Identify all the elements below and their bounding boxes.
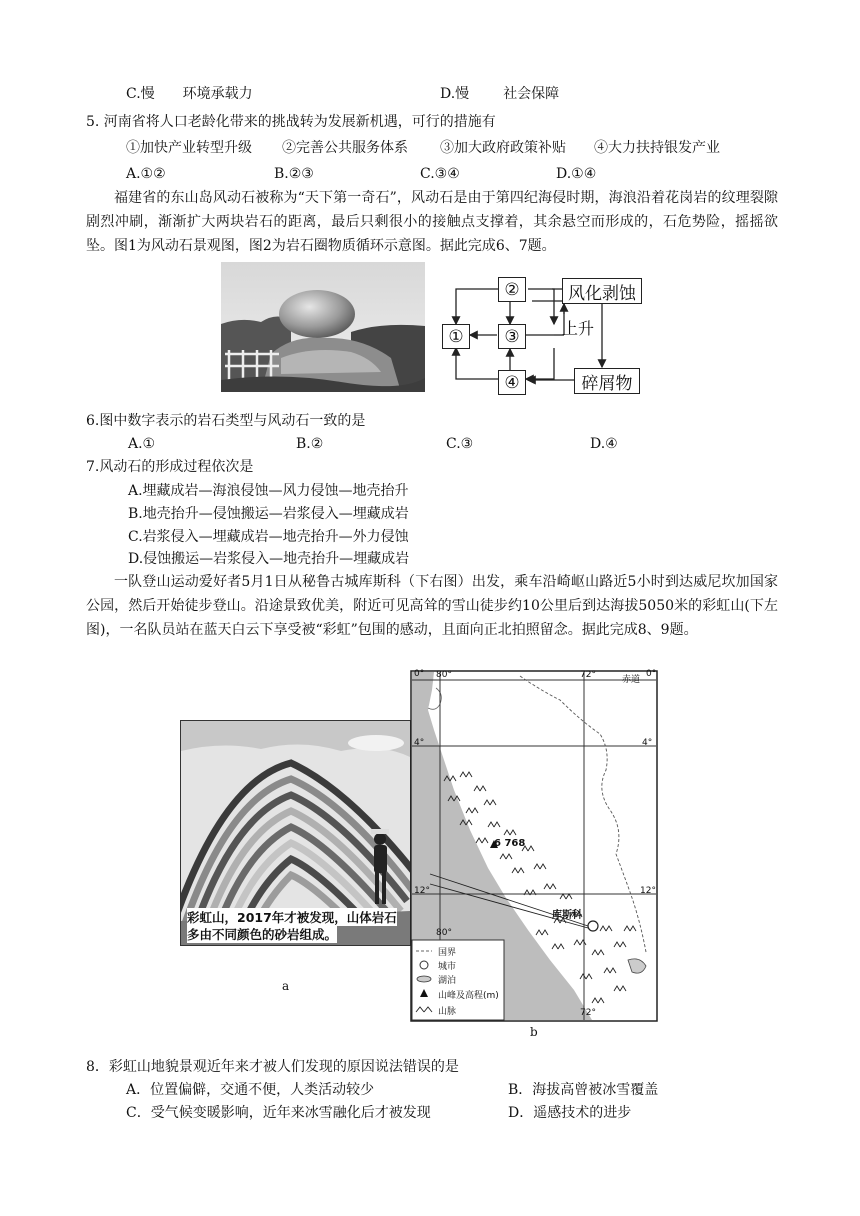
rock-node-2: ② xyxy=(498,277,526,302)
q6-option-a: A.① xyxy=(128,436,156,452)
legend-range: 山脉 xyxy=(438,1007,457,1017)
photo-label-a: a xyxy=(282,979,290,993)
mountain-range-symbol xyxy=(448,796,460,801)
q6-option-d: D.④ xyxy=(590,436,618,452)
rocking-stone-photo xyxy=(221,262,425,392)
q5-option-a: A.①② xyxy=(126,166,166,182)
mountain-range-symbol xyxy=(592,998,604,1003)
q8-option-b: B．海拔高曾被冰雪覆盖 xyxy=(508,1082,659,1098)
map-peak-label: 6 768 xyxy=(494,838,526,849)
legend-city: 城市 xyxy=(438,962,457,972)
uplift-label: 上升 xyxy=(562,319,595,338)
mountain-range-symbol xyxy=(460,820,472,825)
rainbow-mountain-photo xyxy=(180,720,411,946)
q7-option-b: B.地壳抬升—侵蚀搬运—岩浆侵入—埋藏成岩 xyxy=(128,506,409,522)
q5-item-4: ④大力扶持银发产业 xyxy=(594,140,720,156)
q8-stem: 8．彩虹山地貌景观近年来才被人们发现的原因说法错误的是 xyxy=(86,1059,459,1075)
map-lat12-right: 12° xyxy=(640,886,656,896)
mountain-range-symbol xyxy=(460,772,472,777)
legend-lake: 湖泊 xyxy=(438,976,457,986)
q8-option-a: A．位置偏僻，交通不便，人类活动较少 xyxy=(126,1082,375,1098)
passage-rainbow-mountain: 一队登山运动爱好者5月1日从秘鲁古城库斯科（下右图）出发，乘车沿崎岖山路近5小时到达威尼坎加国家公园，然后开始徒步登山。沿途景致优美，附近可见高耸的雪山徒步约10公里后到达海拔5050米的彩虹山(下左图)，一名队员站在蓝天白云下享受被“彩虹”包围的感动，且面向正北拍照留念。据此完成8、9题。 xyxy=(86,574,778,638)
q7-option-a: A.埋藏成岩—海浪侵蚀—风力侵蚀—地壳抬升 xyxy=(128,483,409,499)
mountain-range-symbol xyxy=(614,986,626,991)
mountain-range-symbol xyxy=(466,808,478,813)
q6-option-b: B.② xyxy=(296,436,324,452)
mountain-range-symbol xyxy=(536,930,548,935)
q4-option-c: C.慢 环境承载力 xyxy=(126,86,253,102)
mountain-range-symbol xyxy=(524,890,536,895)
mountain-range-symbol xyxy=(544,884,556,889)
q5-item-1: ①加快产业转型升级 xyxy=(126,140,252,156)
q5-option-c: C.③④ xyxy=(420,166,460,182)
mountain-range-symbol xyxy=(552,944,564,949)
mountain-range-symbol xyxy=(604,968,616,973)
rock-cycle-diagram xyxy=(436,274,662,398)
q4-option-d: D.慢 社会保障 xyxy=(440,86,560,102)
q6-stem: 6.图中数字表示的岩石类型与风动石一致的是 xyxy=(86,413,366,429)
q8-option-c: C．受气候变暖影响，近年来冰雪融化后才被发现 xyxy=(126,1105,431,1121)
weathering-box: 风化剥蚀 xyxy=(562,278,642,304)
mountain-range-symbol xyxy=(574,940,586,945)
passage-rocking-stone: 福建省的东山岛风动石被称为“天下第一奇石”，风动石是由于第四纪海侵时期，海浪沿着花岗岩的纹理裂隙剧烈冲刷，渐渐扩大两块岩石的距离，最后只剩很小的接触点支撑着，其余悬空而形成的，石危势险，摇摇欲坠。图1为风动石景观图，图2为岩石圈物质循环示意图。据此完成6、7题。 xyxy=(86,190,778,254)
mountain-range-symbol xyxy=(600,926,612,931)
q5-option-b: B.②③ xyxy=(274,166,314,182)
map-lon80-top: 80° xyxy=(436,670,452,680)
mountain-range-symbol xyxy=(614,942,626,947)
mountain-range-symbol xyxy=(624,926,636,931)
map-lon72-bottom: 72° xyxy=(580,1008,596,1018)
map-lon72-top: 72° xyxy=(580,670,596,680)
map-lon80-bottom: 80° xyxy=(436,928,452,938)
peru-map xyxy=(410,670,658,1022)
mountain-range-symbol xyxy=(500,854,512,859)
rock-node-4: ④ xyxy=(498,370,526,395)
mountain-range-symbol xyxy=(488,822,500,827)
map-label-b: b xyxy=(530,1025,538,1039)
map-lat4-right: 4° xyxy=(642,738,653,748)
map-city-cusco: 库斯科 xyxy=(552,910,582,921)
q7-option-d: D.侵蚀搬运—岩浆侵入—地壳抬升—埋藏成岩 xyxy=(128,551,410,567)
q5-option-d: D.①④ xyxy=(556,166,597,182)
q5-stem: 5. 河南省将人口老龄化带来的挑战转为发展新机遇，可行的措施有 xyxy=(86,114,496,130)
mountain-range-symbol xyxy=(560,894,572,899)
photo-caption-line2: 多由不同颜色的砂岩组成。 xyxy=(187,927,338,942)
q7-option-c: C.岩浆侵入—埋藏成岩—地壳抬升—外力侵蚀 xyxy=(128,529,409,545)
mountain-range-symbol xyxy=(484,800,496,805)
mountain-range-symbol xyxy=(512,868,524,873)
debris-box: 碎屑物 xyxy=(574,368,640,394)
q6-option-c: C.③ xyxy=(446,436,474,452)
q7-stem: 7.风动石的形成过程依次是 xyxy=(86,459,254,475)
legend-peak: 山峰及高程(m) xyxy=(438,991,499,1001)
q8-option-d: D．遥感技术的进步 xyxy=(508,1105,632,1121)
rock-node-1: ① xyxy=(442,324,470,349)
map-lat4-left: 4° xyxy=(414,738,425,748)
q5-item-2: ②完善公共服务体系 xyxy=(282,140,408,156)
mountain-range-symbol xyxy=(592,950,604,955)
photo-caption-line1: 彩虹山，2017年才被发现，山体岩石 xyxy=(187,910,397,925)
mountain-range-symbol xyxy=(474,786,486,791)
map-lat12-left: 12° xyxy=(414,886,430,896)
map-lat0-right: 0° xyxy=(646,669,657,679)
map-lat0-left: 0° xyxy=(414,669,425,679)
rock-node-3: ③ xyxy=(498,324,526,349)
mountain-range-symbol xyxy=(444,776,456,781)
mountain-range-symbol xyxy=(476,838,488,843)
map-equator: 赤道 xyxy=(622,675,641,685)
mountain-range-symbol xyxy=(504,830,516,835)
mountain-range-symbol xyxy=(534,864,546,869)
mountain-range-symbol xyxy=(580,974,592,979)
q5-item-3: ③加大政府政策补贴 xyxy=(440,140,566,156)
legend-border: 国界 xyxy=(438,948,457,958)
